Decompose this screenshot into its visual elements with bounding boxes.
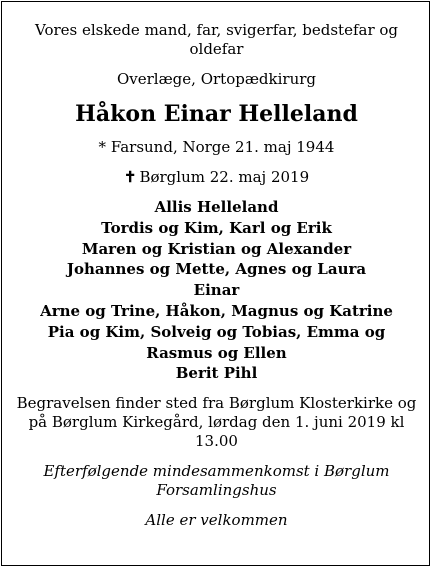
family-list xyxy=(16,197,417,384)
family-line: Tordis og Kim, Karl og Erik xyxy=(101,218,332,237)
deceased-name: Håkon Einar Helleland xyxy=(75,101,358,127)
death-text: Børglum 22. maj 2019 xyxy=(139,168,310,186)
family-line: Maren og Kristian og Alexander xyxy=(81,239,352,258)
memorial-gathering: Efterfølgende mindesammenkomst i Børglum Forsamlingshus xyxy=(43,462,390,500)
family-line: Pia og Kim, Solveig og Tobias, Emma og Rasmus og Ellen xyxy=(47,322,386,362)
family-line: Einar xyxy=(193,281,240,300)
intro-text: Vores elskede mand, far, svigerfar, bedstefar og oldefar xyxy=(34,21,399,58)
obituary-notice xyxy=(16,21,417,530)
family-line: Johannes og Mette, Agnes og Laura xyxy=(66,260,367,279)
birth-line: * Farsund, Norge 21. maj 1944 xyxy=(98,138,335,156)
death-line xyxy=(16,168,417,187)
welcome-text: Alle er velkommen xyxy=(145,511,288,530)
family-line: Allis Helleland xyxy=(154,198,279,216)
family-line: Arne og Trine, Håkon, Magnus og Katrine xyxy=(40,301,393,320)
cross-icon: ✝ xyxy=(123,168,137,186)
family-line: Berit Pihl xyxy=(175,364,258,383)
funeral-details: Begravelsen finder sted fra Børglum Klosterkirke og på Børglum Kirkegård, lørdag den 1. juni 2019 kl 13.00 xyxy=(16,394,417,451)
profession-title: Overlæge, Ortopædkirurg xyxy=(116,70,317,88)
